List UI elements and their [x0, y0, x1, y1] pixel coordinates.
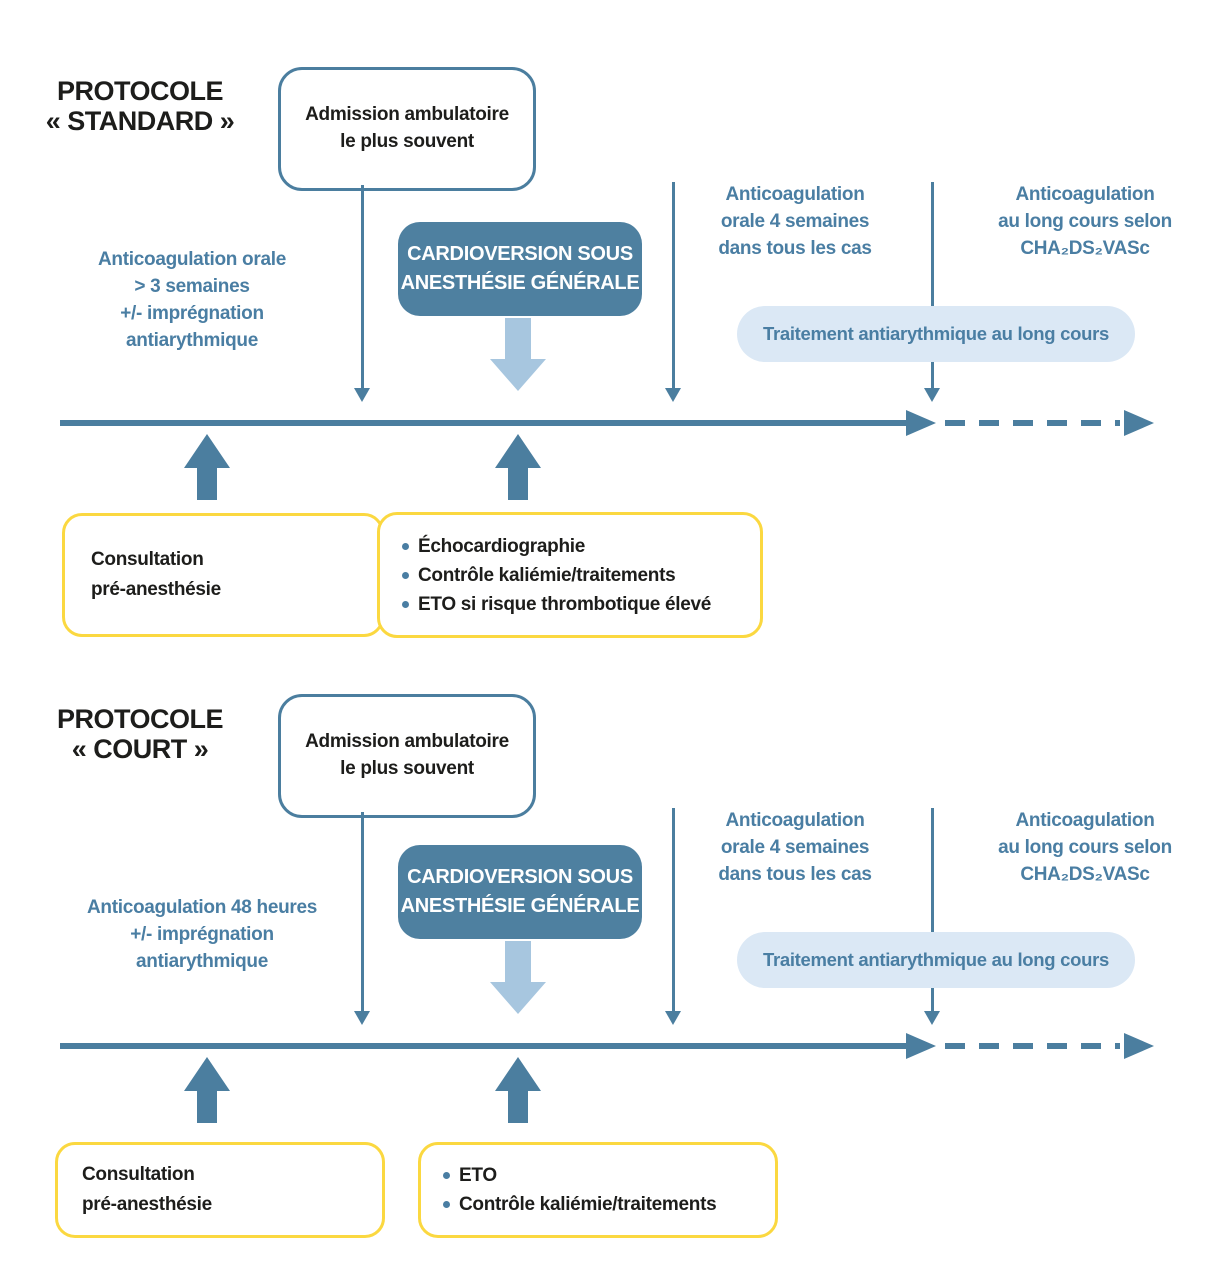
right-note-court-line3: CHA₂DS₂VASc	[1020, 864, 1150, 885]
right-note-court	[965, 807, 1205, 888]
checklist-standard-item1: Échocardiographie	[418, 535, 585, 557]
cardioversion-box-standard-line2: ANESTHÉSIE GÉNÉRALE	[400, 272, 640, 294]
checklist-standard-item2: Contrôle kaliémie/traitements	[418, 564, 676, 586]
left-note-court	[42, 894, 362, 975]
mid-note-court-line2: orale 4 semaines	[720, 837, 870, 858]
checklist-item	[443, 1190, 775, 1219]
left-note-standard-line2: > 3 semaines	[134, 276, 250, 297]
checklist-court-item1: ETO	[459, 1165, 497, 1186]
left-note-standard	[42, 246, 342, 354]
admission-connector-line-standard	[361, 185, 364, 388]
cardioversion-box-court-line2: ANESTHÉSIE GÉNÉRALE	[400, 895, 640, 917]
consultation-box-standard-line1: Consultation	[91, 549, 204, 570]
up-arrow-consultation-stem-court	[197, 1090, 217, 1123]
bullet-icon	[402, 572, 409, 579]
checklist-standard-item3: ETO si risque thrombotique élevé	[418, 593, 712, 615]
checklist-item	[402, 532, 760, 561]
checklist-box-standard	[377, 512, 763, 638]
up-arrow-consultation-stem-standard	[197, 467, 217, 500]
antiarrhythmic-pill-standard	[737, 306, 1135, 362]
cardioversion-box-standard-line1: CARDIOVERSION SOUS	[407, 243, 633, 265]
timeline-dashed-arrow-icon-court	[1124, 1033, 1154, 1059]
consultation-box-standard	[62, 513, 384, 637]
timeline-court	[60, 1043, 908, 1049]
cardioversion-down-arrow-head-icon-court	[490, 982, 546, 1014]
consultation-box-court-line1: Consultation	[82, 1164, 195, 1185]
antiarrhythmic-pill-court	[737, 932, 1135, 988]
separator-arrow-mid-icon-court	[665, 1011, 681, 1025]
admission-box-court-line2: le plus souvent	[340, 758, 474, 779]
admission-box-standard-line1: Admission ambulatoire	[305, 104, 509, 126]
right-note-court-line1: Anticoagulation	[1015, 810, 1155, 831]
checklist-box-court	[418, 1142, 778, 1238]
right-note-standard-line3: CHA₂DS₂VASc	[1020, 238, 1150, 259]
timeline-dashed-court	[945, 1043, 1120, 1049]
admission-connector-arrow-icon-court	[354, 1011, 370, 1025]
mid-note-standard-line2: orale 4 semaines	[720, 211, 870, 232]
right-note-standard	[965, 181, 1205, 262]
admission-box-court-line1: Admission ambulatoire	[305, 731, 509, 753]
left-note-court-line2: +/- imprégnation	[130, 924, 274, 945]
left-note-standard-line3: +/- imprégnation	[120, 303, 264, 324]
left-note-standard-line4: antiarythmique	[126, 330, 258, 351]
protocol-standard-title-line1: PROTOCOLE	[56, 76, 224, 106]
up-arrow-checklist-icon-standard	[495, 434, 541, 468]
right-note-standard-line1: Anticoagulation	[1015, 184, 1155, 205]
timeline-arrow-icon-standard	[906, 410, 936, 436]
checklist-item	[402, 561, 760, 590]
left-note-court-line3: antiarythmique	[136, 951, 268, 972]
checklist-item	[402, 590, 760, 619]
admission-box-standard-line2: le plus souvent	[340, 131, 474, 152]
checklist-item	[443, 1161, 775, 1190]
up-arrow-consultation-icon-standard	[184, 434, 230, 468]
cardioversion-down-arrow-icon-standard	[505, 318, 531, 360]
separator-arrow-mid-icon-standard	[665, 388, 681, 402]
cardioversion-box-court-line1: CARDIOVERSION SOUS	[407, 866, 633, 888]
mid-note-standard	[675, 181, 915, 262]
cardioversion-box-standard	[398, 222, 642, 316]
bullet-icon	[402, 601, 409, 608]
mid-note-standard-line3: dans tous les cas	[718, 238, 872, 259]
mid-note-court-line3: dans tous les cas	[718, 864, 872, 885]
bullet-icon	[402, 543, 409, 550]
antiarrhythmic-pill-standard-label: Traitement antiarythmique au long cours	[762, 323, 1110, 344]
mid-note-standard-line1: Anticoagulation	[725, 184, 865, 205]
up-arrow-checklist-stem-court	[508, 1090, 528, 1123]
left-note-court-line1: Anticoagulation 48 heures	[86, 897, 318, 918]
timeline-dashed-standard	[945, 420, 1120, 426]
protocol-court-title-line1: PROTOCOLE	[56, 704, 224, 734]
separator-arrow-right-icon-court	[924, 1011, 940, 1025]
left-note-standard-line1: Anticoagulation orale	[98, 249, 286, 270]
right-note-court-line2: au long cours selon	[998, 837, 1172, 858]
separator-line-mid-court	[672, 808, 675, 1011]
admission-connector-line-court	[361, 812, 364, 1011]
timeline-dashed-arrow-icon-standard	[1124, 410, 1154, 436]
protocol-standard-title-line2: « STANDARD »	[45, 106, 235, 137]
mid-note-court	[675, 807, 915, 888]
admission-box-standard	[278, 67, 536, 191]
right-note-standard-line2: au long cours selon	[998, 211, 1172, 232]
protocol-court-title-line2: « COURT »	[71, 734, 209, 765]
bullet-icon	[443, 1172, 450, 1179]
separator-arrow-right-icon-standard	[924, 388, 940, 402]
admission-connector-arrow-icon-standard	[354, 388, 370, 402]
checklist-court-item2: Contrôle kaliémie/traitements	[459, 1194, 717, 1215]
cardioversion-box-court	[398, 845, 642, 939]
up-arrow-checklist-icon-court	[495, 1057, 541, 1091]
protocol-court-title	[40, 704, 240, 764]
admission-box-court	[278, 694, 536, 818]
consultation-box-court-line2: pré-anesthésie	[82, 1194, 212, 1215]
up-arrow-checklist-stem-standard	[508, 467, 528, 500]
consultation-box-standard-line2: pré-anesthésie	[91, 579, 221, 600]
bullet-icon	[443, 1201, 450, 1208]
mid-note-court-line1: Anticoagulation	[725, 810, 865, 831]
cardioversion-down-arrow-head-icon-standard	[490, 359, 546, 391]
antiarrhythmic-pill-court-label: Traitement antiarythmique au long cours	[762, 949, 1110, 970]
up-arrow-consultation-icon-court	[184, 1057, 230, 1091]
timeline-standard	[60, 420, 908, 426]
cardioversion-down-arrow-icon-court	[505, 941, 531, 983]
timeline-arrow-icon-court	[906, 1033, 936, 1059]
consultation-box-court	[55, 1142, 385, 1238]
protocol-standard-title	[40, 76, 240, 136]
separator-line-mid-standard	[672, 182, 675, 388]
